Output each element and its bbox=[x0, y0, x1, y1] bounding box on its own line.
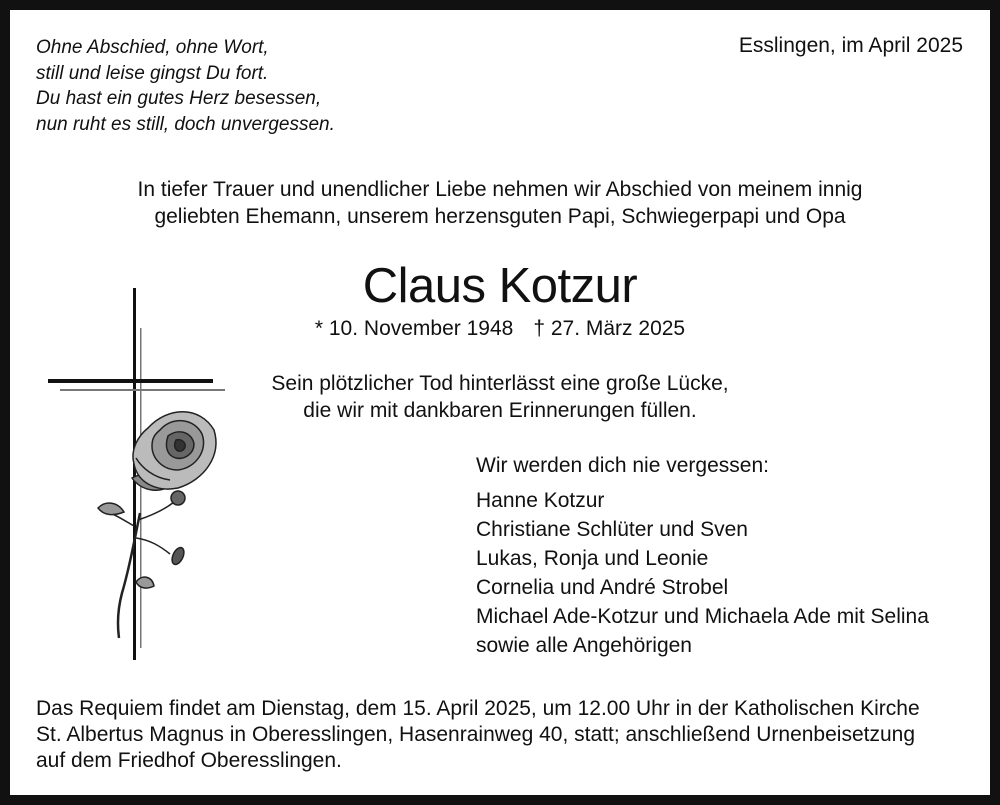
family-name: Lukas, Ronja und Leonie bbox=[476, 547, 709, 570]
quote-line: die wir mit dankbaren Erinnerungen füllen. bbox=[303, 399, 697, 422]
poem bbox=[36, 35, 335, 137]
service-line: auf dem Friedhof Oberesslingen. bbox=[36, 749, 342, 772]
family-signatures bbox=[476, 454, 929, 660]
quote-line: Sein plötzlicher Tod hinterlässt eine große Lücke, bbox=[271, 372, 729, 395]
birth-date: * 10. November 1948 bbox=[314, 317, 514, 340]
intro-line: In tiefer Trauer und unendlicher Liebe nehmen wir Abschied von meinem innig bbox=[137, 178, 863, 201]
death-date: † 27. März 2025 bbox=[533, 317, 686, 340]
family-name: Cornelia und André Strobel bbox=[476, 576, 729, 599]
poem-line: Du hast ein gutes Herz besessen, bbox=[36, 88, 322, 109]
intro-text bbox=[10, 176, 990, 230]
family-name: Christiane Schlüter und Sven bbox=[476, 518, 748, 541]
poem-line: still und leise gingst Du fort. bbox=[36, 62, 269, 84]
place-date: Esslingen, im April 2025 bbox=[738, 34, 963, 57]
poem-line: Ohne Abschied, ohne Wort, bbox=[36, 37, 269, 58]
service-line: St. Albertus Magnus in Oberesslingen, Hasenrainweg 40, statt; anschließend Urnenbeisetzung bbox=[36, 723, 916, 746]
service-line: Das Requiem findet am Dienstag, dem 15. April 2025, um 12.00 Uhr in der Katholischen Kirche bbox=[36, 697, 920, 720]
family-name: Hanne Kotzur bbox=[476, 489, 605, 512]
deceased-name: Claus Kotzur bbox=[362, 259, 638, 313]
rose-icon bbox=[98, 412, 216, 638]
poem-line: nun ruht es still, doch unvergessen. bbox=[36, 113, 335, 135]
family-name: Michael Ade-Kotzur und Michaela Ade mit Selina bbox=[476, 605, 929, 628]
service-info bbox=[36, 696, 920, 774]
family-heading: Wir werden dich nie vergessen: bbox=[476, 454, 769, 477]
intro-line: geliebten Ehemann, unserem herzensguten Papi, Schwiegerpapi und Opa bbox=[154, 205, 846, 228]
cross-with-rose bbox=[38, 288, 238, 668]
family-name: sowie alle Angehörigen bbox=[476, 634, 692, 657]
